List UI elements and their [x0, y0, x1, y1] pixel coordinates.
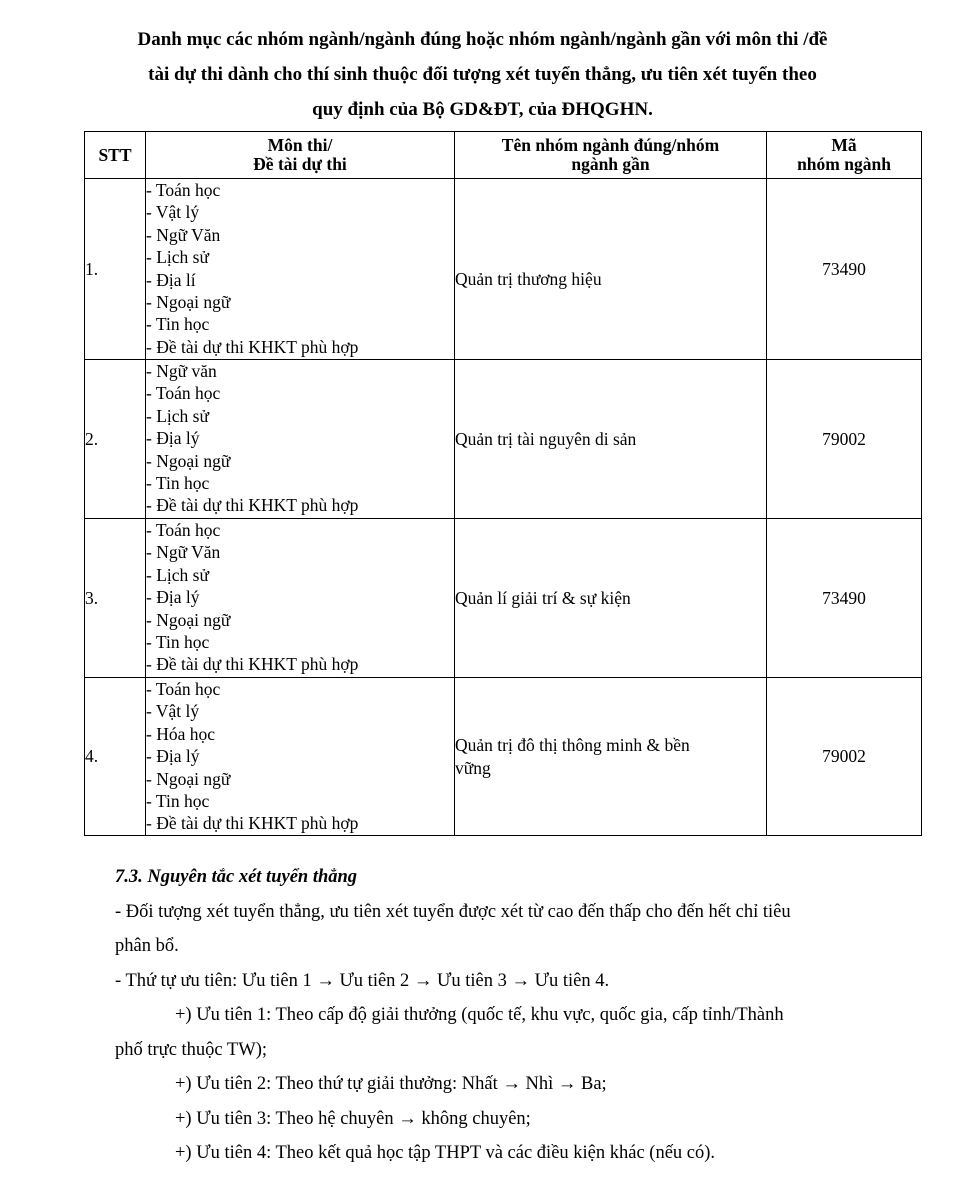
major-name-line-2: vững	[455, 757, 491, 778]
subject-item: - Hóa học	[146, 723, 216, 744]
subject-item: - Địa lí	[146, 269, 196, 290]
majors-table	[84, 131, 922, 836]
header-major-name-line-2: ngành gần	[571, 154, 650, 174]
table-row	[85, 360, 922, 519]
row-subjects	[146, 179, 455, 360]
subject-item: - Ngoại ngữ	[146, 292, 231, 313]
subject-item: - Đề tài dự thi KHKT phù hợp	[146, 336, 359, 357]
header-subject-line-2: Đề tài dự thi	[253, 154, 347, 174]
subject-item: - Ngữ Văn	[146, 224, 221, 245]
subject-item: - Địa lý	[146, 587, 200, 608]
subject-item: - Tin học	[146, 791, 210, 812]
subject-item: - Ngoại ngữ	[146, 609, 231, 630]
major-name-text: Quản trị thương hiệu	[455, 268, 602, 289]
header-major-code	[767, 132, 922, 179]
row-stt: 2.	[85, 360, 146, 519]
paragraph-1-line-1: - Đối tượng xét tuyển thẳng, ưu tiên xét tuyển được xét từ cao đến thấp cho đến hết chỉ tiêu	[115, 901, 791, 922]
subject-item: - Đề tài dự thi KHKT phù hợp	[146, 654, 359, 675]
row-major-name	[455, 179, 767, 360]
row-major-code: 79002	[767, 360, 922, 519]
header-subject-line-1: Môn thi/	[267, 135, 333, 155]
subject-item: - Lịch sử	[146, 564, 209, 585]
header-major-name	[455, 132, 767, 179]
subject-item: - Toán học	[146, 679, 221, 699]
subject-item: - Vật lý	[146, 701, 200, 722]
subject-item: - Tin học	[146, 632, 210, 653]
header-major-code-line-1: Mã	[831, 135, 857, 155]
header-major-code-line-2: nhóm ngành	[797, 154, 891, 174]
header-subject	[146, 132, 455, 179]
subject-item: - Vật lý	[146, 202, 200, 223]
subject-item: - Đề tài dự thi KHKT phù hợp	[146, 495, 359, 516]
priority-2: +) Ưu tiên 2: Theo thứ tự giải thưởng: Nhất → Nhì → Ba;	[175, 1074, 607, 1094]
header-major-name-line-1: Tên nhóm ngành đúng/nhóm	[501, 135, 720, 155]
table-row	[85, 678, 922, 836]
section-body	[115, 860, 905, 1171]
header-stt: STT	[85, 132, 146, 179]
paragraph-2: - Thứ tự ưu tiên: Ưu tiên 1 → Ưu tiên 2 → Ưu tiên 3 → Ưu tiên 4.	[115, 970, 610, 991]
title-line-2: tài dự thi dành cho thí sinh thuộc đối tượng xét tuyển thẳng, ưu tiên xét tuyển theo	[148, 64, 817, 85]
major-name-line-1: Quản trị đô thị thông minh & bền	[455, 734, 690, 755]
subject-item: - Tin học	[146, 314, 210, 335]
row-subjects	[146, 519, 455, 678]
row-major-code: 73490	[767, 519, 922, 678]
row-major-name	[455, 678, 767, 836]
subject-item: - Tin học	[146, 473, 210, 494]
subject-item: - Toán học	[146, 520, 221, 540]
table-row	[85, 179, 922, 360]
section-heading: 7.3. Nguyên tắc xét tuyển thẳng	[115, 867, 358, 887]
row-stt: 3.	[85, 519, 146, 678]
title-line-3: quy định của Bộ GD&ĐT, của ĐHQGHN.	[312, 99, 653, 120]
table-row	[85, 519, 922, 678]
document-title	[70, 22, 895, 127]
row-major-code: 79002	[767, 678, 922, 836]
priority-3: +) Ưu tiên 3: Theo hệ chuyên → không chuyên;	[175, 1108, 531, 1129]
row-major-name: Quản trị tài nguyên di sản	[455, 360, 767, 519]
subject-item: - Ngoại ngữ	[146, 768, 231, 789]
table-header-row	[85, 132, 922, 179]
subject-item: - Lịch sử	[146, 405, 209, 426]
subject-item: - Lịch sử	[146, 247, 209, 268]
title-line-1: Danh mục các nhóm ngành/ngành đúng hoặc nhóm ngành/ngành gần với môn thi /đề	[137, 29, 828, 50]
subject-item: - Ngữ văn	[146, 361, 217, 381]
subject-item: - Toán học	[146, 383, 221, 404]
priority-1-line-2: phố trực thuộc TW);	[115, 1039, 267, 1060]
priority-4: +) Ưu tiên 4: Theo kết quả học tập THPT và các điều kiện khác (nếu có).	[175, 1143, 716, 1163]
row-stt: 4.	[85, 678, 146, 836]
row-stt: 1.	[85, 179, 146, 360]
subject-item: - Địa lý	[146, 428, 200, 449]
subject-item: - Đề tài dự thi KHKT phù hợp	[146, 813, 359, 834]
subject-item: - Ngữ Văn	[146, 542, 221, 563]
subject-item: - Địa lý	[146, 746, 200, 767]
priority-1-line-1: +) Ưu tiên 1: Theo cấp độ giải thưởng (quốc tế, khu vực, quốc gia, cấp tỉnh/Thành	[175, 1005, 784, 1025]
subject-item: - Ngoại ngữ	[146, 450, 231, 471]
row-major-name: Quản lí giải trí & sự kiện	[455, 519, 767, 678]
subject-item: - Toán học	[146, 180, 221, 200]
row-subjects	[146, 360, 455, 519]
row-subjects	[146, 678, 455, 836]
row-major-code: 73490	[767, 179, 922, 360]
paragraph-1-line-2: phân bổ.	[115, 936, 179, 956]
